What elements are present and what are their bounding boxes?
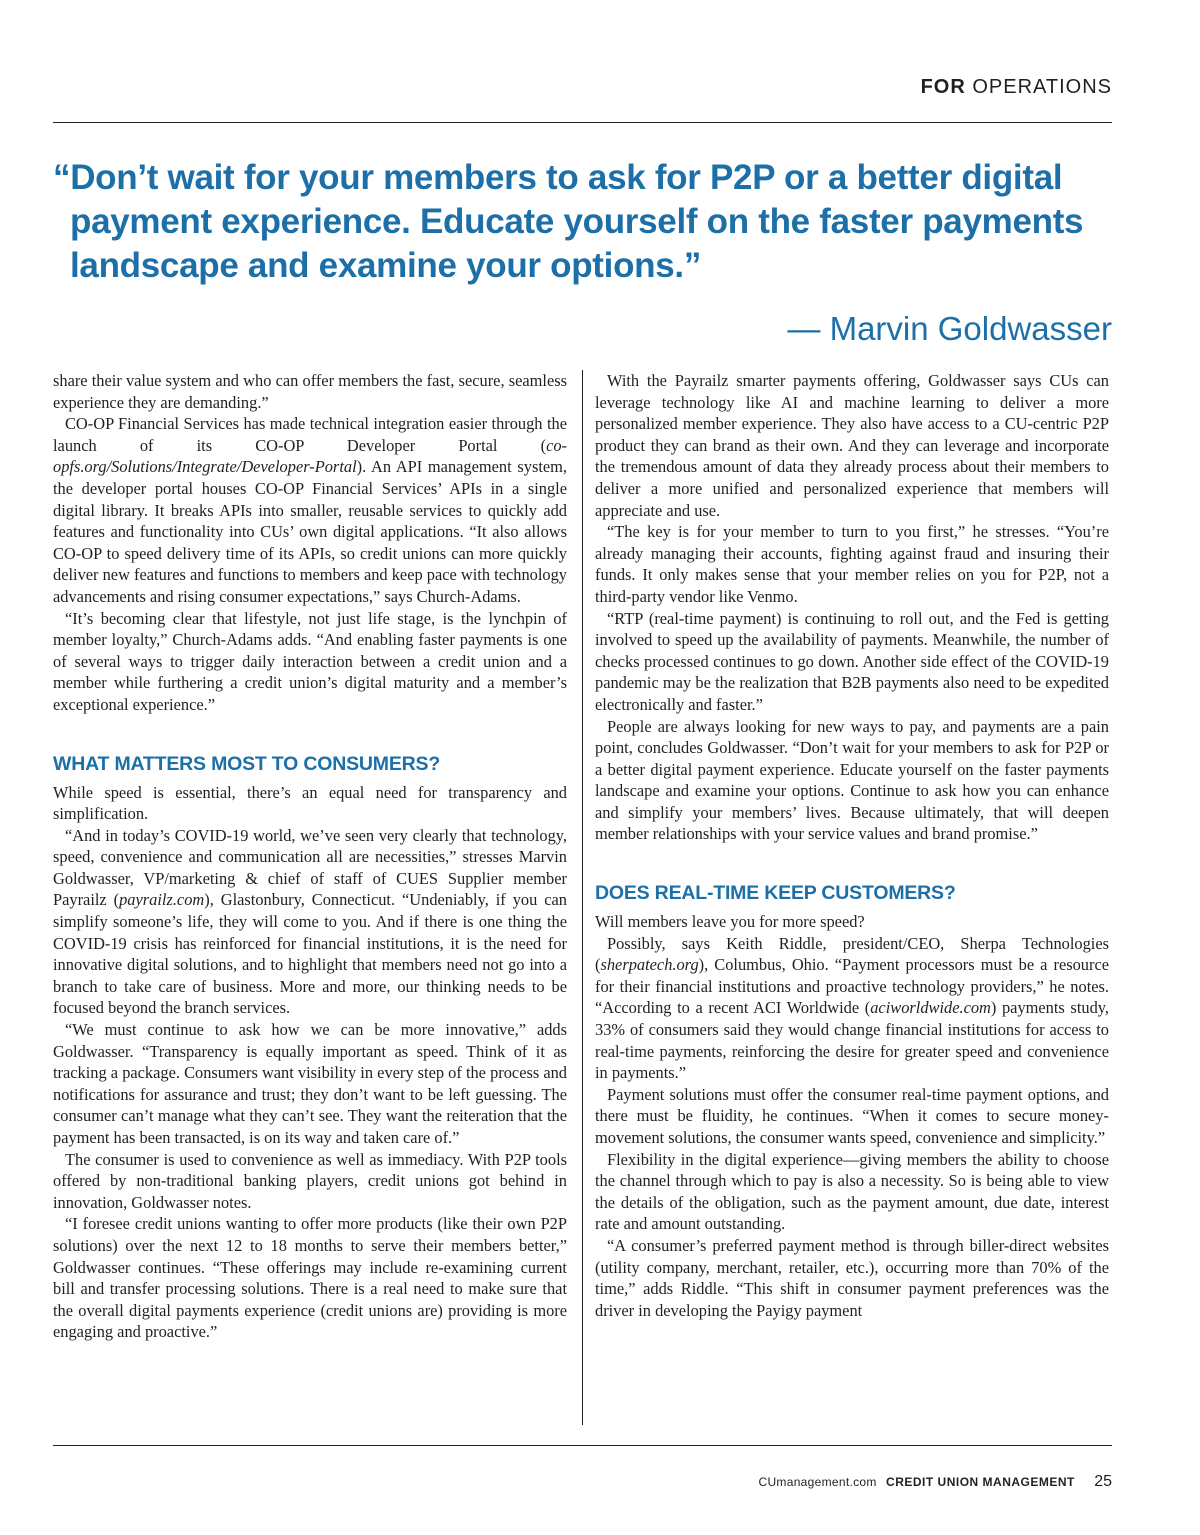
- paragraph: Flexibility in the digital experience—giving members the ability to choose the channel through which to pay is also a necessity. So is being able to view the details of the obligation, such as the payment amount, due date, interest rate and amount outstanding.: [595, 1149, 1109, 1234]
- column-divider: [582, 370, 583, 1425]
- right-column: [595, 370, 1109, 1321]
- paragraph: Will members leave you for more speed?: [595, 912, 865, 932]
- pull-quote-attribution: — Marvin Goldwasser: [787, 310, 1112, 347]
- header-rule: [53, 122, 1112, 123]
- pull-quote: “Don’t wait for your members to ask for P2P or a better digital payment experience. Educate yourself on the faster payments landscape and examine your options.”: [53, 158, 1084, 285]
- paragraph: “And in today’s COVID-19 world, we’ve seen very clearly that technology, speed, convenience and communication all are necessities,” stresses Marvin Goldwasser, VP/marketing & chief of staff of CUES Supplier member Payrailz (payrailz.com), Glastonbury, Connecticut. “Undeniably, if you can simplify someone’s life, they will come to you. And if there is one thing the COVID-19 crisis has reinforced for financial institutions, it is the need for innovative digital solutions, and to highlight that members need not go into a branch to take care of business. More and more, our thinking needs to be focused beyond the branch services.: [53, 825, 567, 1018]
- footer-site[interactable]: CUmanagement.com: [758, 1475, 877, 1489]
- paragraph: “I foresee credit unions wanting to offer more products (like their own P2P solutions) over the next 12 to 18 months to serve their members better,” Goldwasser continues. “These offerings may include re-examining current bill and transfer processing solutions. There is a real need to make sure that the overall digital payments experience (credit unions are) providing is more engaging and proactive.”: [53, 1214, 567, 1342]
- paragraph: While speed is essential, there’s an equal need for transparency and simplification.: [53, 782, 567, 824]
- section-label: OPERATIONS: [972, 76, 1112, 98]
- paragraph: “It’s becoming clear that lifestyle, not just life stage, is the lynchpin of member loyalty,” Church-Adams adds. “And enabling faster payments is one of several ways to trigger daily interaction between a credit union and a member while furthering a credit union’s digital maturity and a member’s exceptional experience.”: [53, 608, 567, 714]
- link-aci-worldwide[interactable]: aciworldwide.com: [870, 998, 991, 1018]
- footer-rule: [53, 1445, 1112, 1446]
- paragraph: CO-OP Financial Services has made technical integration easier through the launch of its CO-OP Developer Portal (co-opfs.org/Solutions/Integrate/Developer-Portal). An API management system, the developer portal houses CO-OP Financial Services’ APIs in a single digital library. It breaks APIs into smaller, reusable services to quickly add features and functionality into CUs’ own digital applications. “It also allows CO-OP to speed delivery time of its APIs, so credit unions can more quickly deliver new features and functions to members and keep pace with technology advancements and rising consumer expectations,” says Church-Adams.: [53, 414, 567, 606]
- paragraph: With the Payrailz smarter payments offering, Goldwasser says CUs can leverage technology like AI and machine learning to deliver a more personalized member experience. They also have access to a CU-centric P2P product they can brand as their own. And they can leverage and incorporate the tremendous amount of data they already process about their members to deliver a more unified and personalized experience that members will appreciate and use.: [595, 371, 1109, 520]
- link-sherpatech[interactable]: sherpatech.org: [600, 955, 699, 975]
- paragraph: “The key is for your member to turn to you first,” he stresses. “You’re already managing their accounts, fighting against fraud and insuring their funds. It only makes sense that your member relies on you for P2P, not a third-party vendor like Venmo.: [595, 522, 1109, 606]
- paragraph: Possibly, says Keith Riddle, president/CEO, Sherpa Technologies (sherpatech.org), Columbus, Ohio. “Payment processors must be a resource for their financial institutions and proactive technology providers,” he notes. “According to a recent ACI Worldwide (aciworldwide.com) payments study, 33% of consumers said they would change financial institutions for access to real-time payments, reinforcing the desire for greater speed and convenience in payments.”: [595, 933, 1109, 1083]
- link-co-op-portal[interactable]: co-opfs.org/Solutions/Integrate/Developer-Portal: [53, 435, 567, 477]
- paragraph: Payment solutions must offer the consumer real-time payment options, and there must be fluidity, he continues. “When it comes to secure money-movement solutions, the consumer wants speed, convenience and simplicity.”: [595, 1084, 1109, 1147]
- paragraph: The consumer is used to convenience as well as immediacy. With P2P tools offered by non-traditional banking players, credit unions got behind in innovation, Goldwasser notes.: [53, 1149, 567, 1212]
- section-heading: DOES REAL-TIME KEEP CUSTOMERS?: [595, 882, 956, 905]
- section-label-bold: FOR: [920, 76, 966, 98]
- left-column: [53, 370, 567, 1343]
- page-footer: [759, 1473, 1113, 1491]
- footer-magazine: CREDIT UNION MANAGEMENT: [886, 1475, 1075, 1489]
- paragraph: share their value system and who can offer members the fast, secure, seamless experience they are demanding.”: [53, 371, 567, 412]
- paragraph: “A consumer’s preferred payment method is through biller-direct websites (utility company, merchant, retailer, etc.), occurring more than 70% of the time,” adds Riddle. “This shift in consumer payment preferences was the driver in developing the Payigy payment: [595, 1235, 1109, 1320]
- section-heading: WHAT MATTERS MOST TO CONSUMERS?: [53, 752, 441, 775]
- page-number: 25: [1094, 1473, 1112, 1490]
- paragraph: People are always looking for new ways to pay, and payments are a pain point, concludes Goldwasser. “Don’t wait for your members to ask for P2P or a better digital payment experience. Educate yourself on the faster payments landscape and examine your options. Continue to ask how you can enhance and simplify your members’ lives. Because ultimately, that will deepen member relationships with your service values and brand promise.”: [595, 716, 1109, 844]
- link-payrailz[interactable]: payrailz.com: [119, 890, 205, 910]
- section-header: [921, 76, 1112, 99]
- paragraph: “We must continue to ask how we can be more innovative,” adds Goldwasser. “Transparency is equally important as speed. Think of it as tracking a package. Consumers want visibility in every step of the process and notifications for assurance and trust; they don’t want to be left guessing. The consumer can’t manage what they can’t see. They want the reiteration that the payment has been transacted, is on its way and taken care of.”: [53, 1020, 567, 1147]
- paragraph: “RTP (real-time payment) is continuing to roll out, and the Fed is getting involved to speed up the availability of payments. Meanwhile, the number of checks processed continues to go down. Another side effect of the COVID-19 pandemic may be the realization that B2B payments also need to be expedited electronically and faster.”: [595, 608, 1109, 714]
